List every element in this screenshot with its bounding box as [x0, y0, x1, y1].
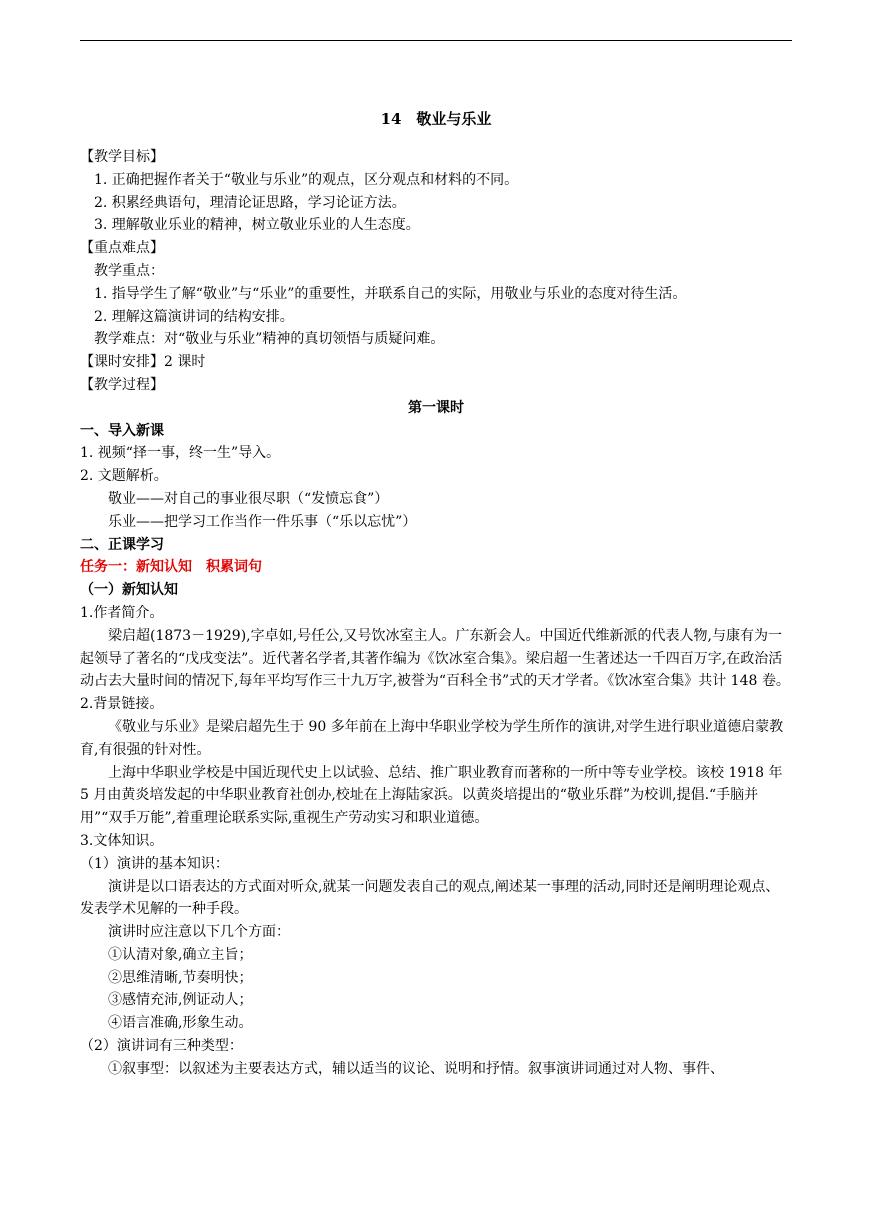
speech-point: ②思维清晰,节奏明快； [108, 969, 253, 986]
author-paragraph: 梁启超(1873－1929),字卓如,号任公,又号饮冰室主人。广东新会人。中国近代维新派的代表人物,与康有为一起领导了著名的“戊戌变法”。近代著名学者,其著作编为《饮冰室合集》。梁启超一生著述达一千四百万字,在政治活动占去大量时间的情况下,每年平均写作三十九万字,被誉为“百科全书”式的天才学者。《饮冰室合集》共计 148 卷。 [80, 627, 790, 690]
difficulty-text: 教学难点：对“敬业与乐业”精神的真切领悟与质疑问难。 [94, 331, 445, 348]
lesson-heading: 第一课时 [408, 399, 464, 416]
speech-note: 演讲时应注意以下几个方面： [108, 924, 290, 941]
schedule-value: 2 课时 [164, 354, 206, 371]
title-analysis-item: 敬业——对自己的事业很尽职（“发愤忘食”） [108, 490, 389, 507]
speech-point: ④语言准确,形象生动。 [108, 1015, 253, 1032]
section-heading-main: 二、正课学习 [80, 536, 164, 553]
speech-definition: 演讲是以口语表达的方式面对听众,就某一问题发表自己的观点,阐述某一事理的活动,同时还是阐明理论观点、发表学术见解的一种手段。 [80, 878, 780, 918]
genre-label: 3.文体知识。 [80, 832, 164, 849]
header-rule [80, 40, 792, 41]
author-label: 1.作者简介。 [80, 604, 164, 621]
goal-item: 2. 积累经典语句，理清论证思路，学习论证方法。 [94, 194, 406, 211]
intro-item: 2. 文题解析。 [80, 468, 168, 485]
speech-point: ①认清对象,确立主旨； [108, 946, 253, 963]
goals-heading: 【教学目标】 [80, 149, 164, 165]
key-item: 1. 指导学生了解“敬业”与“乐业”的重要性，并联系自己的实际，用敬业与乐业的态度对待生活。 [94, 285, 687, 302]
background-paragraph: 上海中华职业学校是中国近现代史上以试验、总结、推广职业教育而著称的一所中等专业学校。该校 1918 年 5 月由黄炎培发起的中华职业教育社创办,校址在上海陆家浜。以黄炎培提出的“敬业乐群”为校训,提倡.“手脑并用”“双手万能”,着重理论联系实际,重视生产劳动实习和职业道德。 [80, 764, 783, 827]
title-analysis-item: 乐业——把学习工作当作一件乐事（“乐以忘忧”） [108, 513, 417, 530]
goal-item: 1. 正确把握作者关于“敬业与乐业”的观点，区分观点和材料的不同。 [94, 171, 519, 188]
speech-point: ③感情充沛,例证动人； [108, 992, 253, 1009]
document-page [80, 106, 792, 1081]
schedule-heading: 【课时安排】 [80, 354, 164, 371]
background-label: 2.背景链接。 [80, 696, 164, 713]
intro-item: 1. 视频“择一事，终一生”导入。 [80, 445, 281, 462]
key-item: 2. 理解这篇演讲词的结构安排。 [94, 308, 294, 325]
genre-subheading: （2）演讲词有三种类型： [80, 1038, 243, 1055]
schedule-line [80, 351, 792, 374]
subsection-heading: （一）新知认知 [80, 582, 178, 599]
keypoints-heading: 【重点难点】 [80, 240, 164, 257]
section-heading-intro: 一、导入新课 [80, 422, 164, 439]
key-label: 教学重点： [94, 262, 164, 279]
goal-item: 3. 理解敬业乐业的精神，树立敬业乐业的人生态度。 [94, 217, 420, 234]
process-heading: 【教学过程】 [80, 376, 164, 393]
speech-type-item: ①叙事型：以叙述为主要表达方式，辅以适当的议论、说明和抒情。叙事演讲词通过对人物、事件、 [108, 1060, 724, 1077]
page-title: 14 敬业与乐业 [380, 110, 492, 128]
background-paragraph: 《敬业与乐业》是梁启超先生于 90 多年前在上海中华职业学校为学生所作的演讲,对学生进行职业道德启蒙教育,有很强的针对性。 [80, 718, 784, 758]
genre-subheading: （1）演讲的基本知识： [80, 855, 229, 872]
task-heading: 任务一：新知认知 积累词句 [80, 559, 262, 576]
